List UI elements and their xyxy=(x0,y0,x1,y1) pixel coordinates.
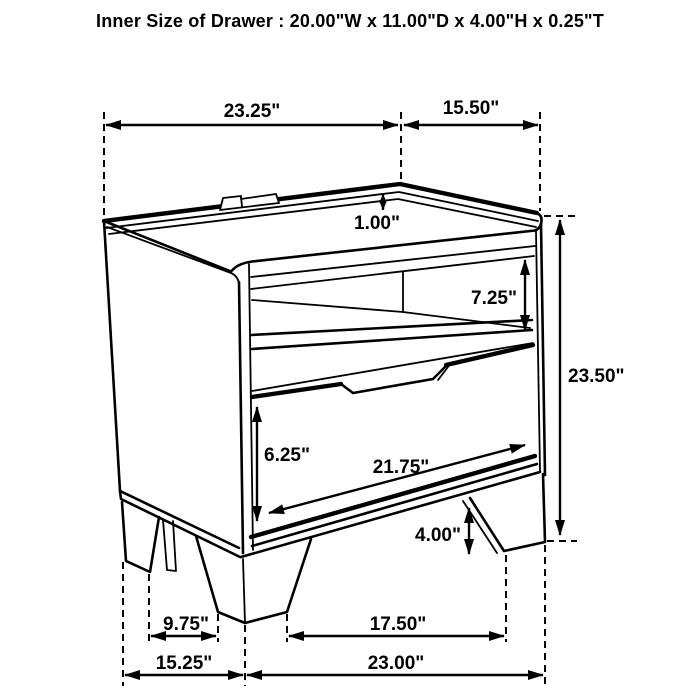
back-bracket-divider xyxy=(241,196,242,207)
dim-shelf-opening-height xyxy=(471,260,525,330)
back-left-leg-inner xyxy=(163,520,176,571)
label-front-leg-spacing: 17.50" xyxy=(369,614,427,635)
page-title: Inner Size of Drawer : 20.00"W x 11.00"D x 4.00"H x 0.25"T xyxy=(96,11,604,31)
right-edge-inner xyxy=(536,231,540,471)
front-left-stile-inner xyxy=(249,264,253,550)
left-panel-front-edge xyxy=(104,221,120,491)
label-overall-height: 23.50" xyxy=(568,366,625,387)
label-drawer-width: 21.75" xyxy=(372,457,430,478)
drawer-gap-line xyxy=(252,343,533,391)
dim-side-leg-spacing xyxy=(151,614,216,636)
front-right-leg xyxy=(470,474,545,551)
label-top-width: 23.25" xyxy=(223,101,281,122)
back-left-leg xyxy=(122,502,159,572)
nightstand-drawing xyxy=(104,184,545,623)
label-base-depth: 15.25" xyxy=(155,653,213,674)
front-base-rail-bottom xyxy=(241,472,540,557)
label-base-width: 23.00" xyxy=(367,653,425,674)
label-shelf-opening-height: 7.25" xyxy=(471,288,517,309)
front-left-stile-outer xyxy=(239,282,243,553)
front-leg-corner-edge xyxy=(243,559,245,623)
label-side-leg-spacing: 9.75" xyxy=(163,614,209,635)
shelf-floor-back-left xyxy=(252,300,403,312)
label-drawer-face-height: 6.25" xyxy=(264,445,310,466)
dim-top-depth xyxy=(404,98,538,125)
dim-base-width xyxy=(247,653,543,675)
dim-top-width xyxy=(106,101,398,125)
dim-overall-height xyxy=(560,220,625,535)
dim-base-depth xyxy=(125,653,243,675)
left-base-rail-top xyxy=(120,491,239,548)
drawer-handle-notch xyxy=(341,364,448,393)
drawer-top-edge xyxy=(252,384,341,397)
dim-leg-height xyxy=(415,508,469,554)
label-top-thickness: 1.00" xyxy=(354,213,400,234)
right-edge-outer xyxy=(541,224,545,475)
label-leg-height: 4.00" xyxy=(415,525,461,546)
label-top-depth: 15.50" xyxy=(442,98,500,119)
dim-front-leg-spacing xyxy=(289,614,504,636)
top-panel-outline xyxy=(104,184,542,272)
